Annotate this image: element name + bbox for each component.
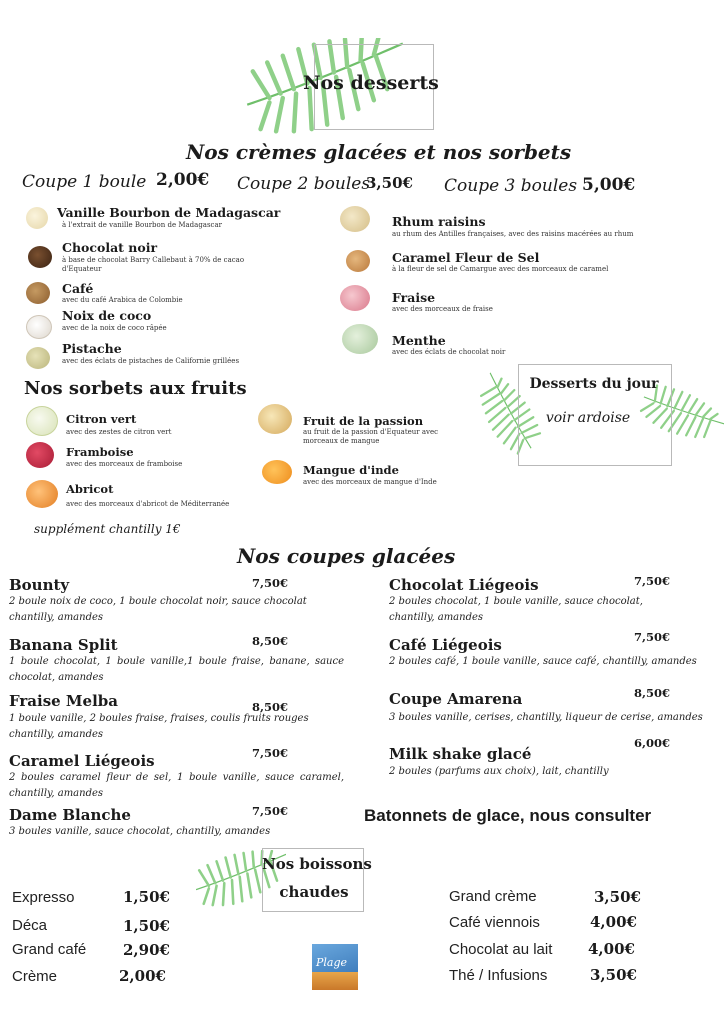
flavor-name: Mangue d'inde (303, 463, 399, 477)
drink-name: Grand café (12, 941, 87, 958)
coco-image (26, 315, 52, 339)
coupe-name: Café Liégeois (389, 636, 502, 654)
coupe-name: Caramel Liégeois (9, 752, 155, 770)
pistache-image (26, 347, 50, 369)
drink-price: 1,50€ (123, 888, 170, 906)
coupe-desc: 2 boules caramel fleur de sel, 1 boule vanille, sauce caramel, chantilly, amandes (9, 772, 344, 799)
coupe-price: 7,50€ (252, 804, 289, 818)
coupe-price: 8,50€ (252, 634, 289, 648)
coupe-desc: 3 boules vanille, sauce chocolat, chantilly, amandes (9, 826, 271, 837)
flavor-desc: à l'extrait de vanille Bourbon de Madagascar (62, 221, 223, 229)
section-title-coupes: Nos coupes glacées (237, 544, 456, 568)
coupe-price: 7,50€ (634, 574, 671, 588)
desserts-du-jour-text: voir ardoise (545, 410, 631, 426)
framboise-image (26, 442, 54, 468)
drink-name: Crème (12, 968, 58, 985)
coupe-desc: 2 boules chocolat, 1 boule vanille, sauce chocolat, chantilly, amandes (389, 596, 643, 623)
flavor-name: Citron vert (66, 412, 137, 426)
coupe-price: 8,50€ (634, 686, 671, 700)
flavor-desc: avec des zestes de citron vert (66, 428, 172, 436)
coupe-desc: 2 boule noix de coco, 1 boule chocolat noir, sauce chocolat chantilly, amandes (9, 596, 307, 623)
coupe-name: Coupe Amarena (389, 690, 523, 708)
boissons-title-line1: Nos boissons (262, 855, 372, 873)
mangue-image (262, 460, 292, 484)
cafe-image (26, 282, 50, 304)
menthe-image (342, 324, 378, 354)
drink-name: Thé / Infusions (449, 967, 548, 984)
chocolat-image (28, 246, 52, 268)
plage-logo (312, 944, 358, 990)
drink-price: 4,00€ (590, 913, 637, 931)
drink-name: Expresso (12, 889, 75, 906)
vanille-image (26, 207, 48, 229)
coupe-desc: 1 boule chocolat, 1 boule vanille,1 boule fraise, banane, sauce chocolat, amandes (9, 656, 344, 683)
logo-text: Plage (316, 956, 348, 969)
flavor-desc: avec des morceaux de framboise (66, 460, 183, 468)
supplement-note: supplément chantilly 1€ (34, 522, 181, 536)
flavor-name: Vanille Bourbon de Madagascar (57, 205, 281, 220)
coupe-3-price: 5,00€ (582, 175, 636, 195)
flavor-name: Caramel Fleur de Sel (392, 250, 540, 265)
abricot-image (26, 480, 58, 508)
coupe-price: 6,00€ (634, 736, 671, 750)
flavor-desc: au fruit de la passion d'Equateur avec morceaux de mangue (303, 428, 439, 445)
section-title-glaces: Nos crèmes glacées et nos sorbets (186, 140, 572, 164)
drink-name: Café viennois (449, 914, 540, 931)
flavor-name: Café (62, 281, 94, 296)
coupe-desc: 2 boules café, 1 boule vanille, sauce café, chantilly, amandes (389, 656, 697, 667)
coupe-name: Banana Split (9, 636, 118, 654)
coupe-1-label: Coupe 1 boule (22, 172, 147, 192)
coupe-1-price: 2,00€ (156, 170, 210, 190)
flavor-desc: à la fleur de sel de Camargue avec des morceaux de caramel (392, 265, 609, 273)
flavor-name: Abricot (66, 482, 114, 496)
flavor-desc: avec des morceaux d'abricot de Méditerranée (66, 500, 230, 508)
coupe-2-price: 3,50€ (366, 174, 413, 192)
rhum-image (340, 206, 370, 232)
flavor-desc: au rhum des Antilles françaises, avec des raisins macérées au rhum (392, 230, 634, 238)
citron-image (26, 406, 58, 436)
coupe-price: 8,50€ (252, 700, 289, 714)
flavor-name: Fraise (392, 290, 436, 305)
passion-image (258, 404, 292, 434)
boissons-title-line2: chaudes (279, 883, 349, 901)
flavor-desc: avec de la noix de coco râpée (62, 324, 167, 332)
flavor-name: Rhum raisins (392, 214, 486, 229)
flavor-desc: avec du café Arabica de Colombie (62, 296, 183, 304)
fraise-image (340, 285, 370, 311)
drink-price: 3,50€ (590, 966, 637, 984)
drink-name: Grand crème (449, 888, 537, 905)
coupe-name: Chocolat Liégeois (389, 576, 539, 594)
flavor-name: Noix de coco (62, 308, 152, 323)
drink-price: 2,00€ (119, 967, 166, 985)
flavor-name: Fruit de la passion (303, 414, 424, 428)
coupe-desc: 3 boules vanille, cerises, chantilly, liqueur de cerise, amandes (389, 712, 703, 723)
desserts-du-jour-title: Desserts du jour (529, 376, 659, 392)
flavor-name: Framboise (66, 445, 134, 459)
coupe-price: 7,50€ (252, 576, 289, 590)
flavor-name: Chocolat noir (62, 240, 158, 255)
flavor-name: Pistache (62, 341, 122, 356)
coupe-desc: 2 boules (parfums aux choix), lait, chantilly (389, 766, 609, 777)
flavor-desc: à base de chocolat Barry Callebaut à 70% de cacao d'Equateur (62, 256, 245, 273)
drink-price: 1,50€ (123, 917, 170, 935)
coupe-3-label: Coupe 3 boules (444, 176, 578, 196)
coupe-name: Bounty (9, 576, 70, 594)
drink-name: Chocolat au lait (449, 941, 553, 958)
caramel-image (346, 250, 370, 272)
coupe-name: Milk shake glacé (389, 745, 532, 763)
coupe-desc: 1 boule vanille, 2 boules fraise, fraises, coulis fruits rouges chantilly, amandes (9, 713, 309, 740)
section-title-sorbets: Nos sorbets aux fruits (24, 378, 247, 399)
drink-name: Déca (12, 917, 48, 934)
batonnets-note: Batonnets de glace, nous consulter (364, 806, 652, 825)
flavor-name: Menthe (392, 333, 446, 348)
drink-price: 4,00€ (588, 940, 635, 958)
page-title: Nos desserts (303, 72, 439, 94)
coupe-price: 7,50€ (634, 630, 671, 644)
flavor-desc: avec des morceaux de fraise (392, 305, 493, 313)
flavor-desc: avec des morceaux de mangue d'Inde (303, 478, 437, 486)
coupe-name: Dame Blanche (9, 806, 131, 824)
flavor-desc: avec des éclats de pistaches de Californie grillées (62, 357, 240, 365)
coupe-2-label: Coupe 2 boules (237, 174, 371, 194)
coupe-name: Fraise Melba (9, 692, 118, 710)
flavor-desc: avec des éclats de chocolat noir (392, 348, 506, 356)
drink-price: 2,90€ (123, 941, 170, 959)
coupe-price: 7,50€ (252, 746, 289, 760)
drink-price: 3,50€ (594, 888, 641, 906)
